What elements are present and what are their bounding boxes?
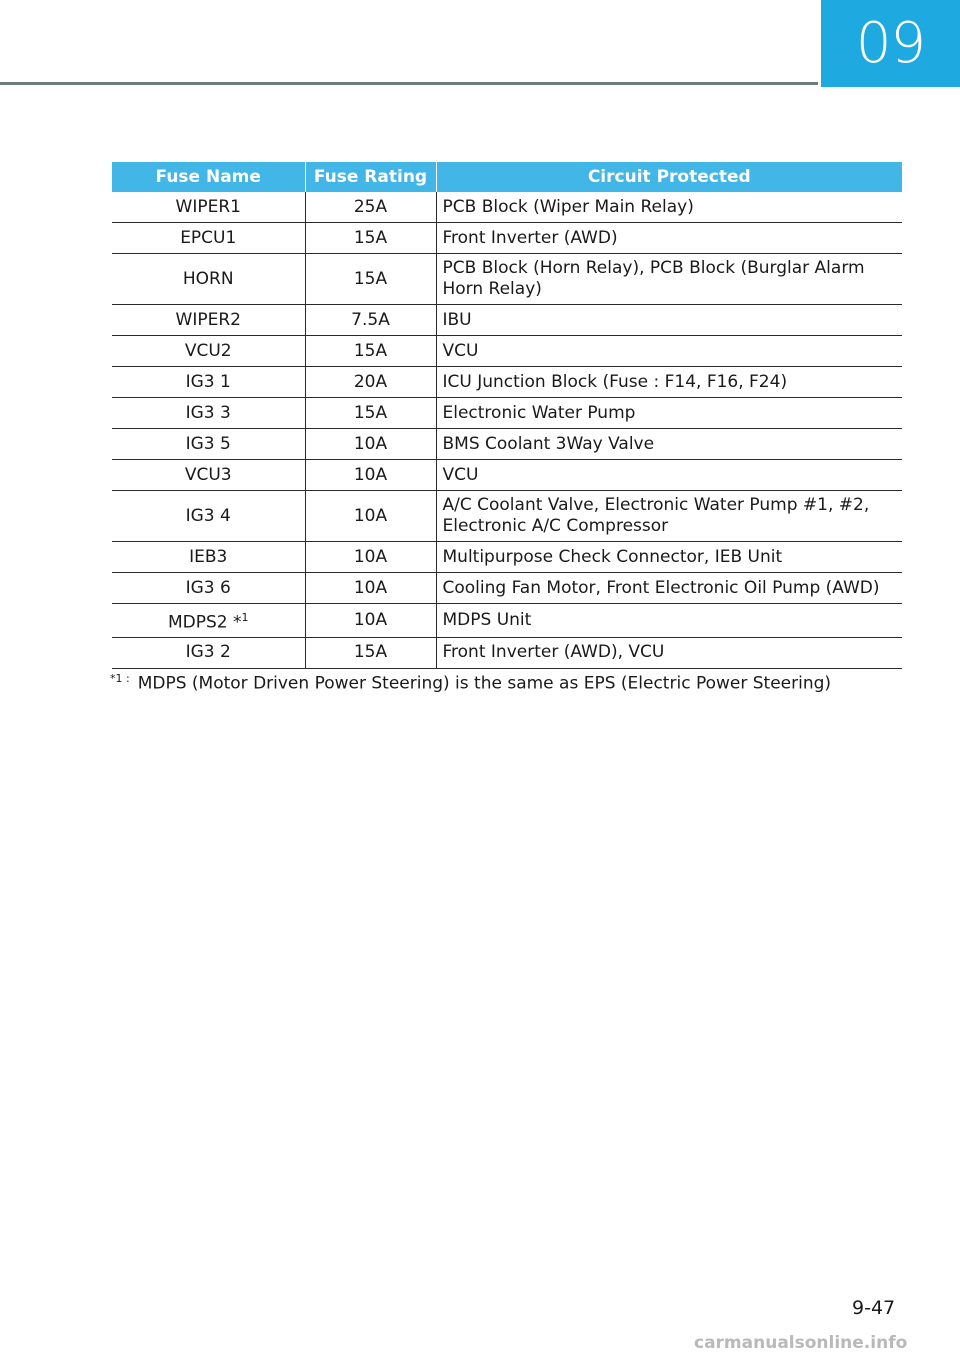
- fuse-name: IG3 6: [112, 573, 305, 604]
- fuse-name: VCU3: [112, 460, 305, 491]
- circuit-protected: IBU: [436, 305, 902, 336]
- fuse-rating: 10A: [305, 460, 436, 491]
- fuse-name: WIPER2: [112, 305, 305, 336]
- fuse-rating: 7.5A: [305, 305, 436, 336]
- table-row: [112, 336, 902, 367]
- fuse-rating: 15A: [305, 398, 436, 429]
- fuse-name: HORN: [112, 254, 305, 305]
- chapter-tab: 09: [821, 0, 960, 87]
- header-circuit-protected: Circuit Protected: [436, 162, 902, 192]
- header-rule: [0, 82, 818, 85]
- fuse-name: WIPER1: [112, 192, 305, 223]
- fuse-name: IG3 4: [112, 491, 305, 542]
- circuit-protected: VCU: [436, 460, 902, 491]
- circuit-protected: Cooling Fan Motor, Front Electronic Oil Pump (AWD): [436, 573, 902, 604]
- footnote-mark: *1 :: [110, 672, 130, 685]
- fuse-name: IEB3: [112, 542, 305, 573]
- fuse-rating: 15A: [305, 637, 436, 668]
- fuse-rating: 15A: [305, 254, 436, 305]
- fuse-rating: 25A: [305, 192, 436, 223]
- table-row: [112, 573, 902, 604]
- table-row: [112, 305, 902, 336]
- circuit-protected: Multipurpose Check Connector, IEB Unit: [436, 542, 902, 573]
- table-row: [112, 192, 902, 223]
- fuse-rating: 20A: [305, 367, 436, 398]
- table-row: [112, 460, 902, 491]
- fuse-rating: 10A: [305, 491, 436, 542]
- fuse-name: VCU2: [112, 336, 305, 367]
- circuit-protected: PCB Block (Horn Relay), PCB Block (Burglar Alarm Horn Relay): [436, 254, 902, 305]
- fuse-table: [112, 162, 902, 669]
- fuse-rating: 10A: [305, 573, 436, 604]
- fuse-name: MDPS2 *: [167, 612, 242, 633]
- fuse-name: EPCU1: [112, 223, 305, 254]
- fuse-rating: 15A: [305, 336, 436, 367]
- fuse-rating: 15A: [305, 223, 436, 254]
- page-number: 9-47: [852, 1297, 896, 1319]
- table-row: [112, 367, 902, 398]
- table-row: [112, 637, 902, 668]
- fuse-rating: 10A: [305, 542, 436, 573]
- header-fuse-name: Fuse Name: [112, 162, 305, 192]
- table-header-row: [112, 162, 902, 192]
- circuit-protected: ICU Junction Block (Fuse : F14, F16, F24): [436, 367, 902, 398]
- fuse-name-cell: [112, 604, 305, 638]
- footnote-text: MDPS (Motor Driven Power Steering) is the same as EPS (Electric Power Steering): [137, 673, 832, 694]
- fuse-name: IG3 1: [112, 367, 305, 398]
- table-row: [112, 429, 902, 460]
- footnote-reference: 1: [241, 611, 249, 624]
- table-row: [112, 604, 902, 638]
- circuit-protected: Front Inverter (AWD), VCU: [436, 637, 902, 668]
- table-row: [112, 398, 902, 429]
- fuse-name: IG3 5: [112, 429, 305, 460]
- header-fuse-rating: Fuse Rating: [305, 162, 436, 192]
- circuit-protected: A/C Coolant Valve, Electronic Water Pump #1, #2, Electronic A/C Compressor: [436, 491, 902, 542]
- circuit-protected: BMS Coolant 3Way Valve: [436, 429, 902, 460]
- watermark: carmanualsonline.info: [694, 1333, 908, 1353]
- circuit-protected: Front Inverter (AWD): [436, 223, 902, 254]
- circuit-protected: Electronic Water Pump: [436, 398, 902, 429]
- fuse-rating: 10A: [305, 604, 436, 638]
- fuse-rating: 10A: [305, 429, 436, 460]
- table-row: [112, 223, 902, 254]
- table-row: [112, 491, 902, 542]
- table-row: [112, 542, 902, 573]
- circuit-protected: VCU: [436, 336, 902, 367]
- fuse-name: IG3 3: [112, 398, 305, 429]
- table-row: [112, 254, 902, 305]
- footnote: [110, 672, 910, 694]
- circuit-protected: PCB Block (Wiper Main Relay): [436, 192, 902, 223]
- fuse-name: IG3 2: [112, 637, 305, 668]
- circuit-protected: MDPS Unit: [436, 604, 902, 638]
